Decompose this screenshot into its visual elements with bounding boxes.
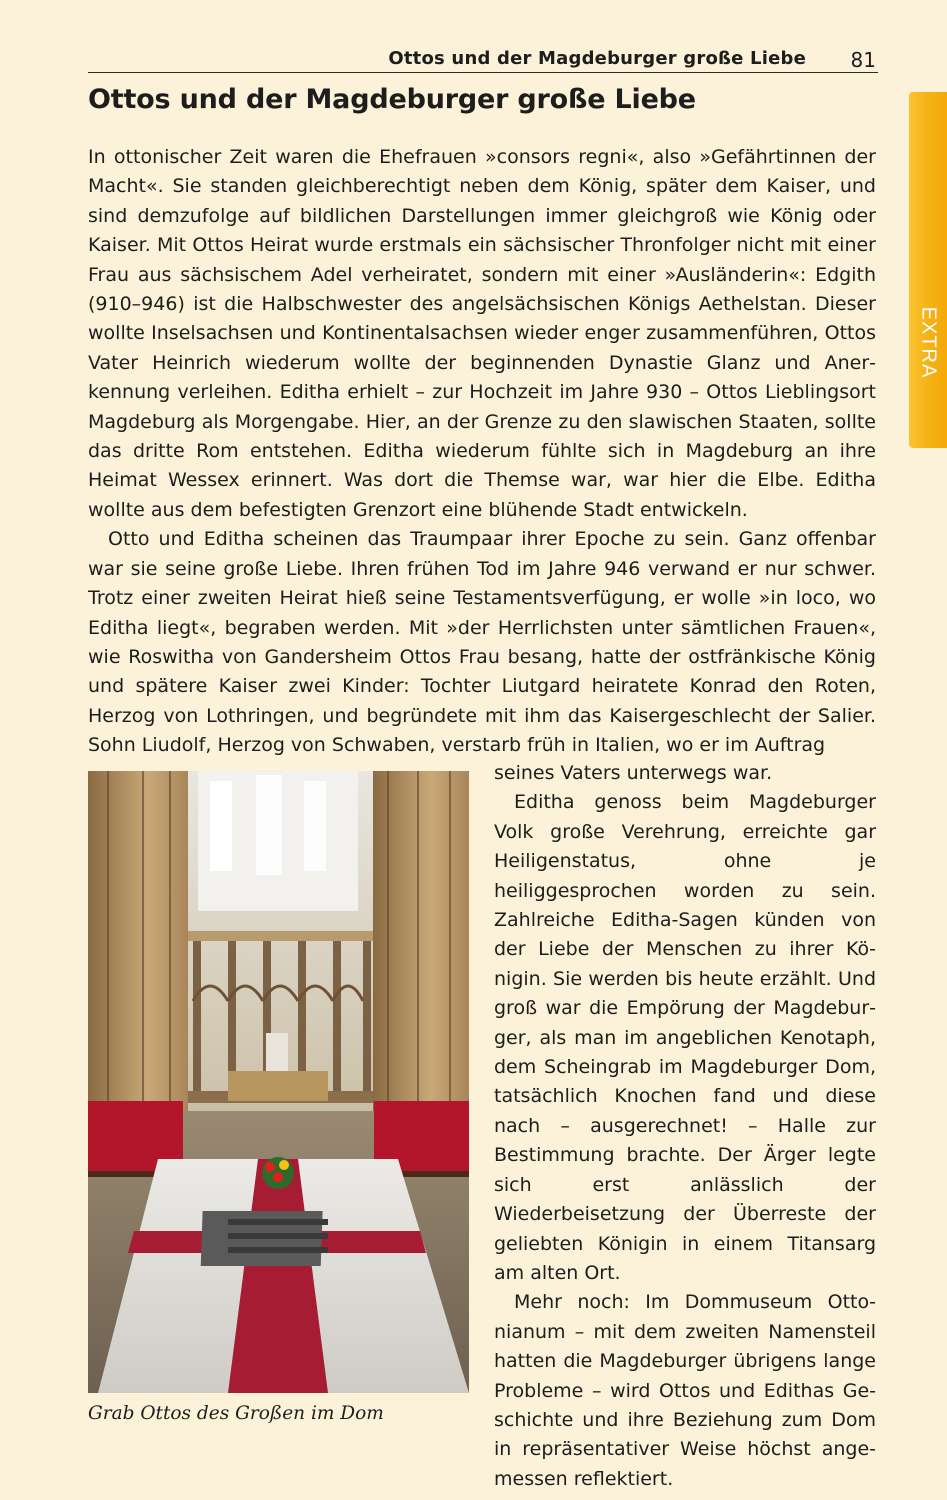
paragraph-3: Editha genoss beim Magdeburger Volk große Verehrung, erreichte gar Heiligenstatus, ohne je heiliggesprochen worden zu sein. Zahlreiche Editha-Sagen künden von der Liebe der Menschen zu ihrer Königin. Sie werden bis heute erzählt. Und groß war die Empörung der Magdeburger, als man im angeblichen Kenotaph, dem Scheingrab im Magdeburger Dom, tatsächlich Knochen fand und diese nach – ausgerechnet! – Halle zur Bestimmung brachte. Der Ärger legte sich erst anlässlich der Wiederbeisetzung der Überreste der geliebten Königin in einem Titansarg am alten Ort. <box>494 791 876 1284</box>
body-text-full-width <box>88 143 876 761</box>
running-header <box>88 44 878 73</box>
body-text-right-column <box>494 759 876 1494</box>
cathedral-tomb-photo <box>88 771 469 1393</box>
cathedral-interior-illustration <box>88 771 469 1393</box>
extra-side-tab <box>909 92 947 448</box>
paragraph-2-continued: seines Vaters unterwegs war. <box>494 762 773 784</box>
paragraph-2: Otto und Editha scheinen das Traumpaar ihrer Epoche zu sein. Ganz offenbar war sie seine große Liebe. Ihren frühen Tod im Jahre 946 verwand er nur schwer. Trotz einer zweiten Heirat hieß seine Testamentsverfügung, er wolle »in loco, wo Editha liegt«, begraben werden. Mit »der Herrlichsten unter sämtlichen Frauen«, wie Roswitha von Gandersheim Ottos Frau besang, hatte der ostfränkische König und spätere Kaiser zwei Kinder: Tochter Liutgard heiratete Konrad den Roten, Herzog von Lothringen, und begründete mit ihm das Kaisergeschlecht der Salier. Sohn Liudolf, Herzog von Schwaben, verstarb früh in Italien, wo er im Auftrag <box>88 528 876 757</box>
article-title: Ottos und der Magdeburger große Liebe <box>88 84 696 115</box>
figure-caption: Grab Ottos des Großen im Dom <box>88 1403 384 1424</box>
running-title: Ottos und der Magdeburger große Liebe <box>388 48 806 69</box>
paragraph-4: Mehr noch: Im Dommuseum Ottonianum – mit dem zweiten Namensteil hatten die Magdeburger übrigens lange Probleme – wird Ottos und Edithas Geschichte und ihre Beziehung zum Dom in repräsentativer Weise höchst angemessen reflektiert. <box>494 1291 876 1490</box>
page-number: 81 <box>850 48 876 72</box>
paragraph-1: In ottonischer Zeit waren die Ehefrauen »consors regni«, also »Gefährtinnen der Macht«. Sie standen gleichberechtigt neben dem König, später dem Kaiser, und sind demzufolge auf bildlichen Darstellungen immer gleichgroß wie König oder Kaiser. Mit Ottos Heirat wurde erstmals ein sächsischer Thronfolger nicht mit einer Frau aus sächsischem Adel verheiratet, sondern mit einer »Ausländerin«: Edgith (910–946) ist die Halbschwester des angelsächsischen Königs Aethelstan. Dieser wollte Inselsachsen und Kontinentalsachsen wieder enger zusammenführen, Ottos Vater Heinrich wiederum wollte der beginnenden Dynastie Glanz und Anerkennung verleihen. Editha erhielt – zur Hochzeit im Jahre 930 – Ottos Lieblingsort Magdeburg als Morgengabe. Hier, an der Grenze zu den slawischen Staaten, sollte das dritte Rom entstehen. Editha wiederum fühlte sich in Magdeburg an ihre Heimat Wessex erinnert. Was dort die Themse war, war hier die Elbe. Editha wollte aus dem befestigten Grenzort eine blühende Stadt entwickeln. <box>88 146 876 521</box>
extra-tab-label: EXTRA <box>917 306 940 378</box>
